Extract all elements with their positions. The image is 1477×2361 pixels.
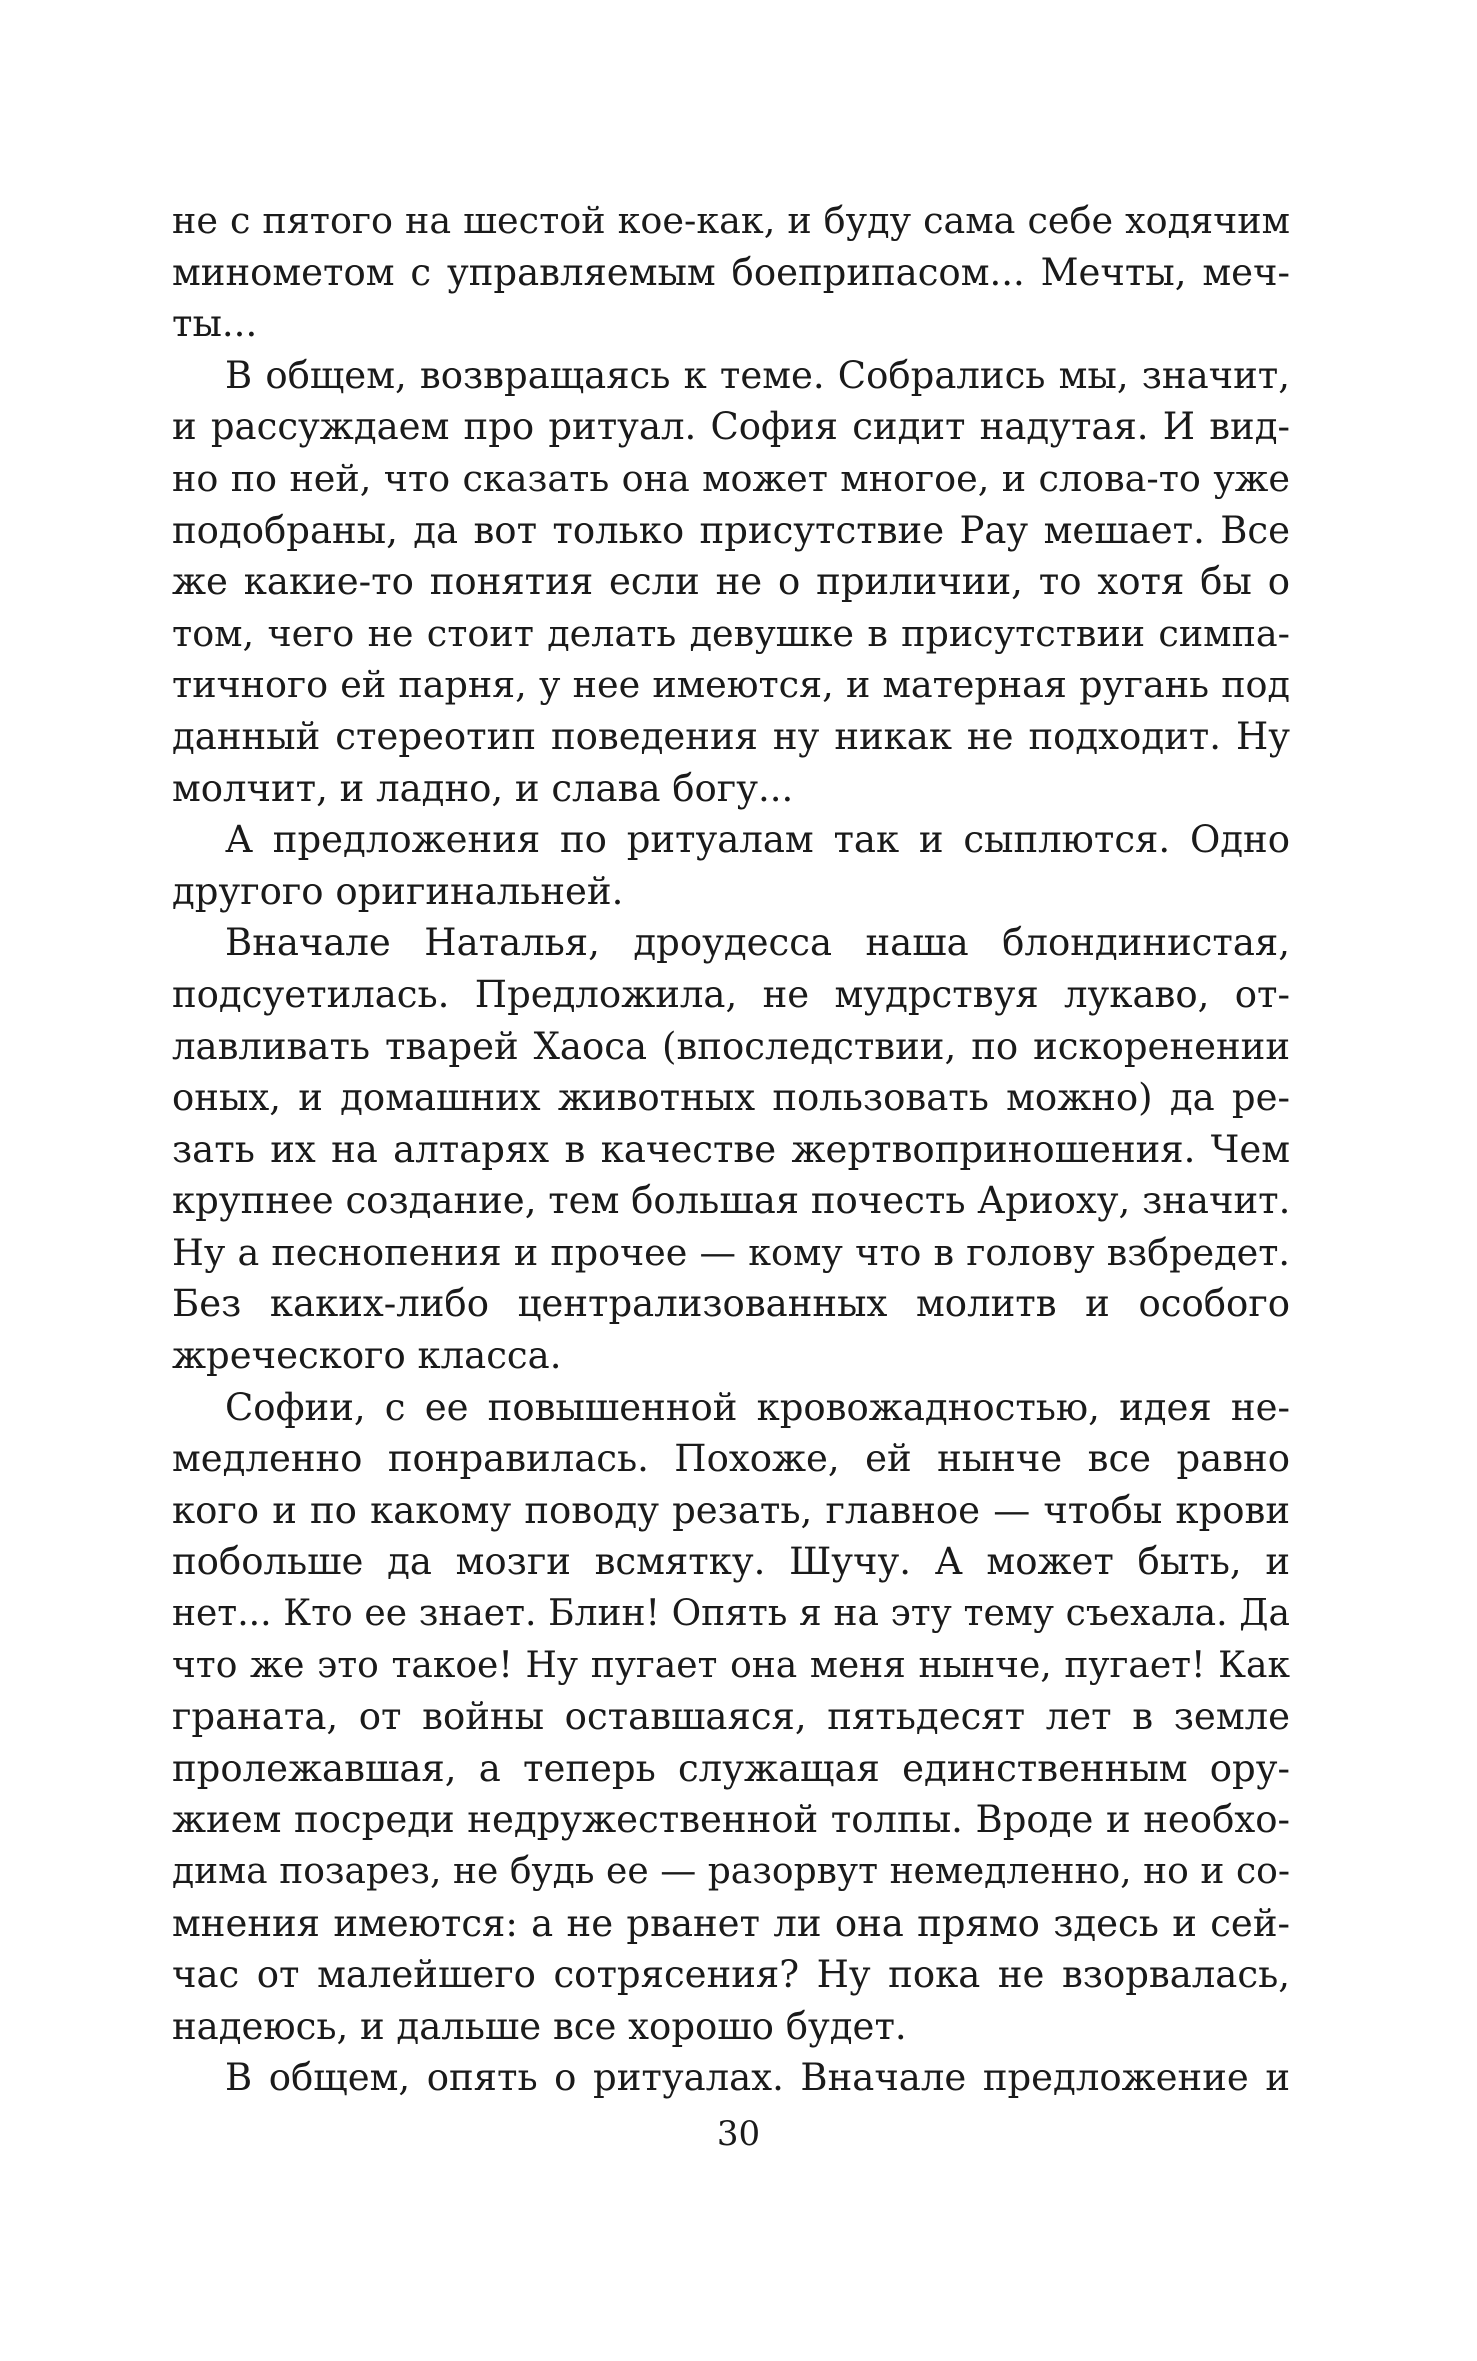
text-line: час от малейшего сотрясения? Ну пока не взорвалась, <box>172 1953 1290 1997</box>
text-line: оных, и домашних животных пользовать можно) да ре- <box>172 1076 1290 1120</box>
text-line: тичного ей парня, у нее имеются, и матерная ругань под <box>172 663 1290 707</box>
text-line: но по ней, что сказать она может многое, и слова-то уже <box>172 456 1290 500</box>
text-line: жием посреди недружественной толпы. Вроде и необхо- <box>172 1798 1290 1842</box>
text-line: В общем, опять о ритуалах. Вначале предложение и <box>225 2056 1290 2100</box>
text-line: Вначале Наталья, дроудесса наша блондинистая, <box>225 921 1290 965</box>
text-line: пролежавшая, а теперь служащая единственным ору- <box>172 1746 1290 1790</box>
text-line: лавливать тварей Хаоса (впоследствии, по искоренении <box>172 1024 1290 1068</box>
text-line: В общем, возвращаясь к теме. Собрались мы, значит, <box>225 353 1290 397</box>
text-line: и рассуждаем про ритуал. София сидит надутая. И вид- <box>172 405 1290 449</box>
text-line: граната, от войны оставшаяся, пятьдесят лет в земле <box>172 1695 1290 1739</box>
text-line: зать их на алтарях в качестве жертвоприношения. Чем <box>172 1127 1290 1171</box>
text-line: данный стереотип поведения ну никак не подходит. Ну <box>172 714 1290 758</box>
text-line: Без каких-либо централизованных молитв и особого <box>172 1282 1290 1326</box>
text-line: мнения имеются: а не рванет ли она прямо здесь и сей- <box>172 1901 1290 1945</box>
text-line: кого и по какому поводу резать, главное — чтобы крови <box>172 1488 1290 1532</box>
text-line: нет... Кто ее знает. Блин! Опять я на эту тему съехала. Да <box>172 1593 1290 1635</box>
text-line: что же это такое! Ну пугает она меня нынче, пугает! Как <box>172 1644 1290 1686</box>
text-line: Софии, с ее повышенной кровожадностью, идея не- <box>225 1385 1290 1429</box>
text-line: том, чего не стоит делать девушке в присутствии симпа- <box>172 611 1290 655</box>
text-line: не с пятого на шестой кое-как, и буду сама себе ходячим <box>172 199 1290 242</box>
text-line: надеюсь, и дальше все хорошо будет. <box>172 2004 907 2048</box>
text-line: подсуетилась. Предложила, не мудрствуя лукаво, от- <box>172 972 1290 1016</box>
text-line: жреческого класса. <box>172 1334 562 1378</box>
body-text <box>172 195 1290 2104</box>
text-line: Ну а песнопения и прочее — кому что в голову взбредет. <box>172 1230 1290 1274</box>
text-line: подобраны, да вот только присутствие Рау мешает. Все <box>172 508 1290 552</box>
text-line: же какие-то понятия если не о приличии, то хотя бы о <box>172 560 1290 604</box>
page-number: 30 <box>716 2114 761 2154</box>
text-line: ты... <box>172 302 258 346</box>
text-line: минометом с управляемым боеприпасом... Мечты, меч- <box>172 250 1290 294</box>
text-line: медленно понравилась. Похоже, ей нынче все равно <box>172 1437 1290 1481</box>
text-line: побольше да мозги всмятку. Шучу. А может быть, и <box>172 1540 1290 1584</box>
text-line: крупнее создание, тем большая почесть Ариоху, значит. <box>172 1179 1291 1223</box>
text-line: другого оригинальней. <box>172 869 624 913</box>
text-line: дима позарез, не будь ее — разорвут немедленно, но и со- <box>172 1851 1290 1892</box>
text-line: А предложения по ритуалам так и сыплются. Одно <box>225 818 1290 862</box>
text-line: молчит, и ладно, и слава богу... <box>172 766 794 810</box>
